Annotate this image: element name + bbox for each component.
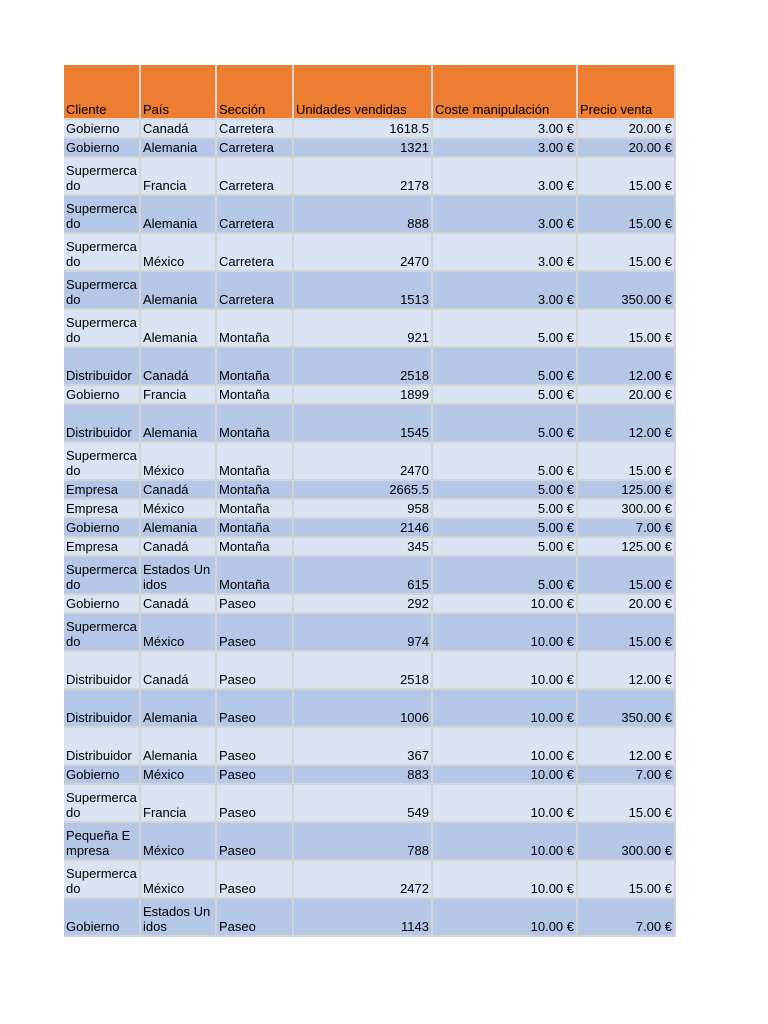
cell-unidades[interactable]: 2470 bbox=[294, 234, 433, 272]
cell-cliente[interactable]: Distribuidor bbox=[64, 405, 141, 443]
cell-precio[interactable]: 12.00 € bbox=[578, 728, 676, 766]
cell-cliente[interactable]: Supermercado bbox=[64, 158, 141, 196]
cell-coste[interactable]: 5.00 € bbox=[433, 348, 578, 386]
cell-pais[interactable]: Canadá bbox=[141, 348, 217, 386]
column-header-pais[interactable]: País bbox=[141, 65, 217, 120]
cell-cliente[interactable]: Gobierno bbox=[64, 595, 141, 614]
cell-unidades[interactable]: 2665.5 bbox=[294, 481, 433, 500]
cell-pais[interactable]: Alemania bbox=[141, 139, 217, 158]
cell-precio[interactable]: 15.00 € bbox=[578, 785, 676, 823]
cell-precio[interactable]: 15.00 € bbox=[578, 310, 676, 348]
cell-precio[interactable]: 350.00 € bbox=[578, 690, 676, 728]
cell-precio[interactable]: 20.00 € bbox=[578, 386, 676, 405]
cell-seccion[interactable]: Carretera bbox=[217, 120, 294, 139]
cell-precio[interactable]: 12.00 € bbox=[578, 348, 676, 386]
cell-pais[interactable]: México bbox=[141, 861, 217, 899]
table-row bbox=[64, 614, 676, 652]
cell-unidades[interactable]: 1545 bbox=[294, 405, 433, 443]
cell-unidades[interactable]: 2470 bbox=[294, 443, 433, 481]
cell-precio[interactable]: 15.00 € bbox=[578, 861, 676, 899]
cell-precio[interactable]: 15.00 € bbox=[578, 234, 676, 272]
column-header-seccion[interactable]: Sección bbox=[217, 65, 294, 120]
cell-precio[interactable]: 7.00 € bbox=[578, 766, 676, 785]
cell-precio[interactable]: 15.00 € bbox=[578, 614, 676, 652]
cell-coste[interactable]: 5.00 € bbox=[433, 500, 578, 519]
cell-coste[interactable]: 10.00 € bbox=[433, 595, 578, 614]
cell-pais[interactable]: Canadá bbox=[141, 120, 217, 139]
table-row bbox=[64, 861, 676, 899]
cell-unidades[interactable]: 549 bbox=[294, 785, 433, 823]
cell-unidades[interactable]: 1513 bbox=[294, 272, 433, 310]
cell-cliente[interactable]: Gobierno bbox=[64, 386, 141, 405]
cell-pais[interactable]: Alemania bbox=[141, 728, 217, 766]
cell-seccion[interactable]: Carretera bbox=[217, 196, 294, 234]
cell-cliente[interactable]: Supermercado bbox=[64, 614, 141, 652]
table-row bbox=[64, 310, 676, 348]
cell-coste[interactable]: 3.00 € bbox=[433, 158, 578, 196]
cell-pais[interactable]: México bbox=[141, 234, 217, 272]
table-row bbox=[64, 538, 676, 557]
table-row bbox=[64, 158, 676, 196]
table-row bbox=[64, 386, 676, 405]
table-row bbox=[64, 139, 676, 158]
cell-coste[interactable]: 5.00 € bbox=[433, 443, 578, 481]
cell-seccion[interactable]: Paseo bbox=[217, 823, 294, 861]
cell-unidades[interactable]: 788 bbox=[294, 823, 433, 861]
cell-coste[interactable]: 10.00 € bbox=[433, 823, 578, 861]
cell-seccion[interactable]: Montaña bbox=[217, 481, 294, 500]
cell-unidades[interactable]: 345 bbox=[294, 538, 433, 557]
cell-precio[interactable]: 20.00 € bbox=[578, 139, 676, 158]
cell-pais[interactable]: Francia bbox=[141, 386, 217, 405]
cell-unidades[interactable]: 2518 bbox=[294, 652, 433, 690]
column-header-precio[interactable]: Precio venta bbox=[578, 65, 676, 120]
cell-precio[interactable]: 12.00 € bbox=[578, 405, 676, 443]
cell-coste[interactable]: 3.00 € bbox=[433, 272, 578, 310]
column-header-coste[interactable]: Coste manipulación bbox=[433, 65, 578, 120]
cell-pais[interactable]: Canadá bbox=[141, 481, 217, 500]
cell-seccion[interactable]: Paseo bbox=[217, 652, 294, 690]
cell-cliente[interactable]: Distribuidor bbox=[64, 728, 141, 766]
table-row bbox=[64, 766, 676, 785]
cell-unidades[interactable]: 883 bbox=[294, 766, 433, 785]
cell-cliente[interactable]: Gobierno bbox=[64, 766, 141, 785]
cell-unidades[interactable]: 2146 bbox=[294, 519, 433, 538]
cell-unidades[interactable]: 921 bbox=[294, 310, 433, 348]
table-row bbox=[64, 899, 676, 937]
cell-pais[interactable]: México bbox=[141, 766, 217, 785]
cell-unidades[interactable]: 367 bbox=[294, 728, 433, 766]
cell-coste[interactable]: 10.00 € bbox=[433, 614, 578, 652]
cell-pais[interactable]: México bbox=[141, 500, 217, 519]
cell-coste[interactable]: 5.00 € bbox=[433, 310, 578, 348]
cell-cliente[interactable]: Supermercado bbox=[64, 557, 141, 595]
cell-precio[interactable]: 7.00 € bbox=[578, 899, 676, 937]
cell-unidades[interactable]: 1321 bbox=[294, 139, 433, 158]
cell-unidades[interactable]: 615 bbox=[294, 557, 433, 595]
table-body bbox=[64, 120, 676, 937]
cell-seccion[interactable]: Montaña bbox=[217, 310, 294, 348]
cell-cliente[interactable]: Distribuidor bbox=[64, 690, 141, 728]
cell-coste[interactable]: 10.00 € bbox=[433, 861, 578, 899]
cell-pais[interactable]: Alemania bbox=[141, 272, 217, 310]
cell-coste[interactable]: 10.00 € bbox=[433, 899, 578, 937]
cell-seccion[interactable]: Montaña bbox=[217, 405, 294, 443]
cell-cliente[interactable]: Supermercado bbox=[64, 443, 141, 481]
cell-pais[interactable]: Canadá bbox=[141, 595, 217, 614]
cell-seccion[interactable]: Carretera bbox=[217, 158, 294, 196]
table-row bbox=[64, 120, 676, 139]
cell-coste[interactable]: 10.00 € bbox=[433, 785, 578, 823]
cell-unidades[interactable]: 1006 bbox=[294, 690, 433, 728]
table-row bbox=[64, 196, 676, 234]
cell-unidades[interactable]: 292 bbox=[294, 595, 433, 614]
cell-seccion[interactable]: Paseo bbox=[217, 861, 294, 899]
cell-cliente[interactable]: Gobierno bbox=[64, 120, 141, 139]
cell-seccion[interactable]: Paseo bbox=[217, 595, 294, 614]
cell-seccion[interactable]: Montaña bbox=[217, 538, 294, 557]
table-row bbox=[64, 234, 676, 272]
cell-unidades[interactable]: 2518 bbox=[294, 348, 433, 386]
column-header-unidades[interactable]: Unidades vendidas bbox=[294, 65, 433, 120]
cell-unidades[interactable]: 1143 bbox=[294, 899, 433, 937]
cell-seccion[interactable]: Montaña bbox=[217, 557, 294, 595]
cell-seccion[interactable]: Montaña bbox=[217, 443, 294, 481]
cell-pais[interactable]: Alemania bbox=[141, 196, 217, 234]
cell-seccion[interactable]: Carretera bbox=[217, 272, 294, 310]
table-row bbox=[64, 557, 676, 595]
cell-coste[interactable]: 5.00 € bbox=[433, 481, 578, 500]
cell-unidades[interactable]: 888 bbox=[294, 196, 433, 234]
cell-precio[interactable]: 15.00 € bbox=[578, 557, 676, 595]
cell-coste[interactable]: 3.00 € bbox=[433, 196, 578, 234]
cell-coste[interactable]: 10.00 € bbox=[433, 652, 578, 690]
cell-pais[interactable]: Estados Unidos bbox=[141, 899, 217, 937]
cell-seccion[interactable]: Montaña bbox=[217, 348, 294, 386]
cell-cliente[interactable]: Supermercado bbox=[64, 310, 141, 348]
cell-cliente[interactable]: Empresa bbox=[64, 500, 141, 519]
cell-seccion[interactable]: Paseo bbox=[217, 728, 294, 766]
cell-pais[interactable]: Francia bbox=[141, 158, 217, 196]
cell-unidades[interactable]: 2472 bbox=[294, 861, 433, 899]
cell-seccion[interactable]: Montaña bbox=[217, 386, 294, 405]
table-row bbox=[64, 690, 676, 728]
cell-cliente[interactable]: Gobierno bbox=[64, 139, 141, 158]
cell-seccion[interactable]: Carretera bbox=[217, 139, 294, 158]
cell-unidades[interactable]: 1899 bbox=[294, 386, 433, 405]
cell-cliente[interactable]: Empresa bbox=[64, 481, 141, 500]
cell-pais[interactable]: Alemania bbox=[141, 405, 217, 443]
cell-unidades[interactable]: 974 bbox=[294, 614, 433, 652]
cell-cliente[interactable]: Supermercado bbox=[64, 861, 141, 899]
table-row bbox=[64, 500, 676, 519]
cell-coste[interactable]: 10.00 € bbox=[433, 690, 578, 728]
cell-pais[interactable]: Alemania bbox=[141, 310, 217, 348]
sales-table bbox=[64, 65, 676, 937]
cell-seccion[interactable]: Paseo bbox=[217, 614, 294, 652]
cell-pais[interactable]: Estados Unidos bbox=[141, 557, 217, 595]
cell-cliente[interactable]: Distribuidor bbox=[64, 348, 141, 386]
cell-pais[interactable]: Canadá bbox=[141, 652, 217, 690]
cell-precio[interactable]: 20.00 € bbox=[578, 120, 676, 139]
cell-cliente[interactable]: Gobierno bbox=[64, 899, 141, 937]
cell-precio[interactable]: 7.00 € bbox=[578, 519, 676, 538]
cell-cliente[interactable]: Empresa bbox=[64, 538, 141, 557]
cell-precio[interactable]: 125.00 € bbox=[578, 538, 676, 557]
cell-precio[interactable]: 20.00 € bbox=[578, 595, 676, 614]
cell-unidades[interactable]: 1618.5 bbox=[294, 120, 433, 139]
cell-cliente[interactable]: Supermercado bbox=[64, 234, 141, 272]
cell-coste[interactable]: 3.00 € bbox=[433, 139, 578, 158]
cell-seccion[interactable]: Montaña bbox=[217, 519, 294, 538]
table-row bbox=[64, 785, 676, 823]
cell-cliente[interactable]: Supermercado bbox=[64, 196, 141, 234]
cell-coste[interactable]: 10.00 € bbox=[433, 766, 578, 785]
cell-precio[interactable]: 15.00 € bbox=[578, 158, 676, 196]
cell-seccion[interactable]: Paseo bbox=[217, 766, 294, 785]
cell-cliente[interactable]: Distribuidor bbox=[64, 652, 141, 690]
cell-cliente[interactable]: Gobierno bbox=[64, 519, 141, 538]
cell-precio[interactable]: 15.00 € bbox=[578, 196, 676, 234]
table-row bbox=[64, 728, 676, 766]
column-header-cliente[interactable]: Cliente bbox=[64, 65, 141, 120]
table-row bbox=[64, 405, 676, 443]
cell-coste[interactable]: 3.00 € bbox=[433, 120, 578, 139]
cell-seccion[interactable]: Carretera bbox=[217, 234, 294, 272]
cell-cliente[interactable]: Supermercado bbox=[64, 785, 141, 823]
table-row bbox=[64, 823, 676, 861]
cell-coste[interactable]: 5.00 € bbox=[433, 405, 578, 443]
table-row bbox=[64, 481, 676, 500]
cell-precio[interactable]: 300.00 € bbox=[578, 500, 676, 519]
cell-precio[interactable]: 12.00 € bbox=[578, 652, 676, 690]
table-row bbox=[64, 519, 676, 538]
cell-precio[interactable]: 15.00 € bbox=[578, 443, 676, 481]
table-row bbox=[64, 595, 676, 614]
cell-precio[interactable]: 125.00 € bbox=[578, 481, 676, 500]
cell-pais[interactable]: México bbox=[141, 443, 217, 481]
cell-seccion[interactable]: Paseo bbox=[217, 690, 294, 728]
cell-unidades[interactable]: 958 bbox=[294, 500, 433, 519]
cell-coste[interactable]: 10.00 € bbox=[433, 728, 578, 766]
table-row bbox=[64, 348, 676, 386]
cell-seccion[interactable]: Montaña bbox=[217, 500, 294, 519]
table-row bbox=[64, 272, 676, 310]
cell-pais[interactable]: México bbox=[141, 614, 217, 652]
table-row bbox=[64, 652, 676, 690]
cell-pais[interactable]: Canadá bbox=[141, 538, 217, 557]
cell-cliente[interactable]: Supermercado bbox=[64, 272, 141, 310]
table-row bbox=[64, 443, 676, 481]
cell-pais[interactable]: Alemania bbox=[141, 690, 217, 728]
cell-coste[interactable]: 5.00 € bbox=[433, 386, 578, 405]
cell-seccion[interactable]: Paseo bbox=[217, 899, 294, 937]
cell-coste[interactable]: 3.00 € bbox=[433, 234, 578, 272]
cell-seccion[interactable]: Paseo bbox=[217, 785, 294, 823]
cell-coste[interactable]: 5.00 € bbox=[433, 557, 578, 595]
cell-pais[interactable]: Alemania bbox=[141, 519, 217, 538]
cell-cliente[interactable]: Pequeña Empresa bbox=[64, 823, 141, 861]
header-row bbox=[64, 65, 676, 120]
cell-unidades[interactable]: 2178 bbox=[294, 158, 433, 196]
cell-precio[interactable]: 350.00 € bbox=[578, 272, 676, 310]
cell-coste[interactable]: 5.00 € bbox=[433, 519, 578, 538]
cell-pais[interactable]: México bbox=[141, 823, 217, 861]
cell-coste[interactable]: 5.00 € bbox=[433, 538, 578, 557]
cell-precio[interactable]: 300.00 € bbox=[578, 823, 676, 861]
cell-pais[interactable]: Francia bbox=[141, 785, 217, 823]
